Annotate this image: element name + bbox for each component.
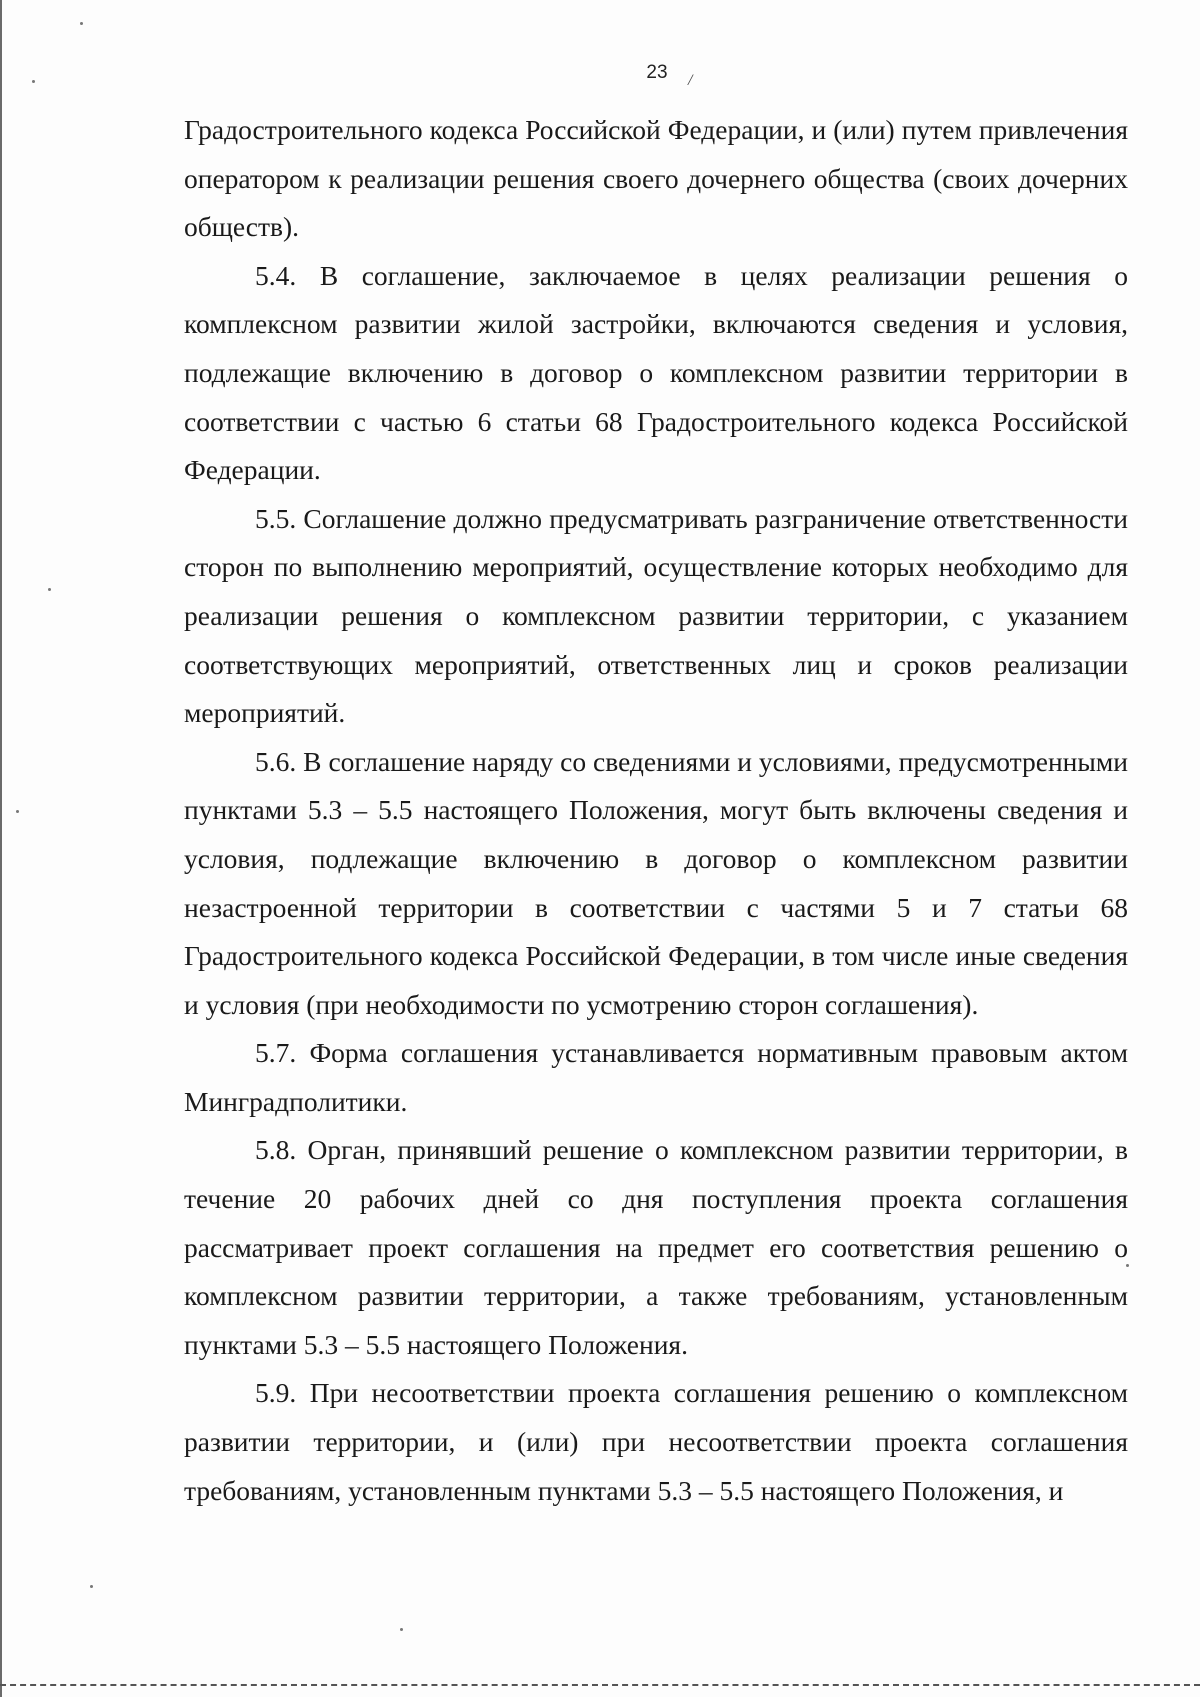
scan-speck: [16, 810, 19, 813]
page-number: 23: [646, 62, 668, 83]
scan-speck: [32, 80, 35, 83]
paragraph-5-6: 5.6. В соглашение наряду со сведениями и условиями, предусмотренными пунктами 5.3 – 5.5 настоящего Положения, могут быть включены сведения и условия, подлежащие включению в договор о комплексном развитии незастроенной территории в соответствии с частями 5 и 7 статьи 68 Градостроительного кодекса Российской Федерации, в том числе иные сведения и условия (при необходимости по усмотрению сторон соглашения).: [184, 745, 1128, 1020]
paragraph-5-5: 5.5. Соглашение должно предусматривать разграничение ответственности сторон по выполнению мероприятий, осуществление которых необходимо для реализации решения о комплексном развитии территории, с указанием соответствующих мероприятий, ответственных лиц и сроков реализации мероприятий.: [184, 502, 1128, 729]
scan-speck: [90, 1585, 93, 1588]
paragraph-5-4: 5.4. В соглашение, заключаемое в целях реализации решения о комплексном развитии жилой застройки, включаются сведения и условия, подлежащие включению в договор о комплексном развитии территории в соответствии с частью 6 статьи 68 Градостроительного кодекса Российской Федерации.: [184, 259, 1128, 486]
scan-speck: [1126, 1264, 1129, 1267]
document-body: [184, 106, 1128, 1515]
page-number-mark: /: [688, 72, 693, 89]
scan-left-edge-line: [0, 0, 2, 1697]
paragraph-5-9: 5.9. При несоответствии проекта соглашения решению о комплексном развитии территории, и (или) при несоответствии проекта соглашения требованиям, установленным пунктами 5.3 – 5.5 настоящего Положения, и: [184, 1377, 1128, 1506]
paragraph-5-7: 5.7. Форма соглашения устанавливается нормативным правовым актом Минградполитики.: [184, 1037, 1128, 1117]
paragraph-continuation: Градостроительного кодекса Российской Федерации, и (или) путем привлечения оператором к реализации решения своего дочернего общества (своих дочерних обществ).: [184, 114, 1128, 243]
paragraph-5-8: 5.8. Орган, принявший решение о комплексном развитии территории, в течение 20 рабочих дней со дня поступления проекта соглашения рассматривает проект соглашения на предмет его соответствия решению о комплексном развитии территории, а также требованиям, установленным пунктами 5.3 – 5.5 настоящего Положения.: [184, 1134, 1128, 1360]
scan-bottom-edge-line: [0, 1684, 1200, 1686]
scan-speck: [80, 22, 83, 25]
scan-speck: [48, 588, 51, 591]
scan-speck: [400, 1628, 403, 1631]
